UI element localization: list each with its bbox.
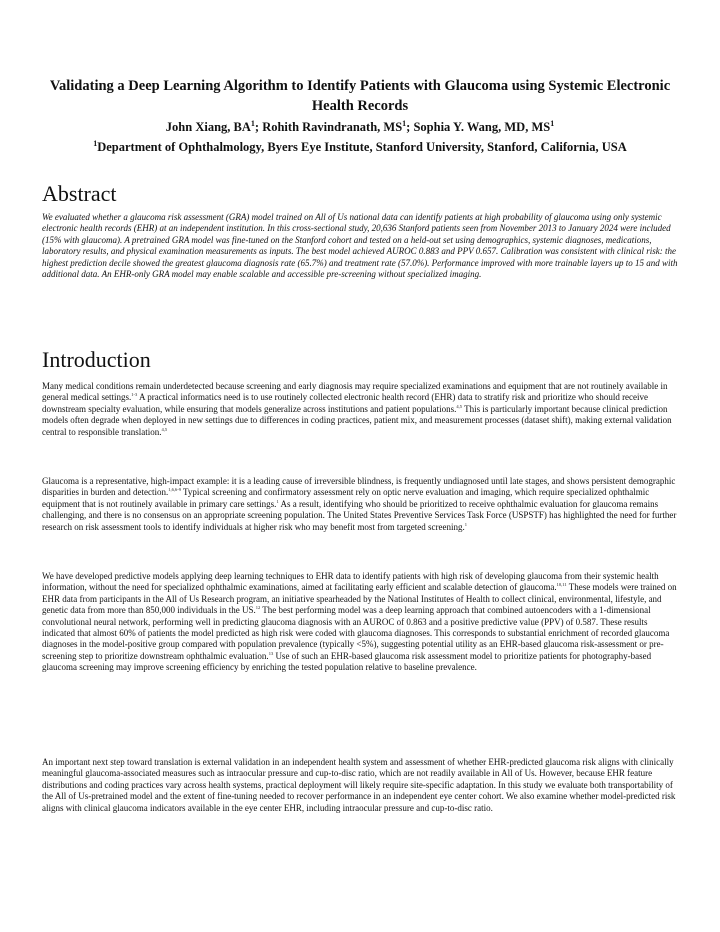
paragraph-text: This is particularly important because clinical prediction models often degrade when deployed in new settings due to differences in coding practices, patient mix, and measurement processes (dataset shift), making external validation central to responsible translation. (42, 403, 672, 437)
affiliation-mark: 1 (250, 118, 255, 128)
author-separator: ; (406, 120, 414, 134)
affiliation-mark: 1 (93, 138, 98, 148)
paragraph-text: An important next step toward translation is external validation in an independent health system and assessment of whether EHR-predicted glaucoma risk aligns with clinically meaningful glaucoma-associated measures such as intraocular pressure and cup-to-disc ratio, which are not readily available in All of Us. However, because EHR feature distributions and coding practices vary across health systems, practical deployment will likely require site-specific adaptation. In this study we evaluate both transportability of the All of Us-pretrained model and the extent of fine-tuning needed to recover performance in an independent eye center cohort. We also examine whether model-predicted risk aligns with clinical glaucoma indicators available in the eye center EHR, including intraocular pressure and cup-to-disc ratio. (42, 757, 676, 813)
paragraph-text: Typical screening and confirmatory assessment rely on optic nerve evaluation and imaging, which require specialized ophthalmic equipment that is not routinely available in primary care settings. (42, 487, 650, 509)
citation-mark: 1 (276, 498, 279, 504)
intro-paragraph (42, 476, 678, 533)
citation-mark: 4,5 (456, 403, 463, 409)
paragraph-text: Use of such an EHR-based glaucoma risk assessment model to prioritize patients for photography-based glaucoma screening may improve screening efficiency by enriching the tested population relative to baseline prevalence. (42, 650, 652, 673)
author-name: Sophia Y. Wang, MD, MS (413, 120, 551, 134)
paragraph-text: These models were trained on EHR data from participants in the All of Us Research program, an initiative spearheaded by the National Institutes of Health to collect clinical, environmental, lifestyle, and genetic data from more than 850,000 individuals in the US. (42, 582, 677, 616)
abstract-heading: Abstract (42, 181, 117, 206)
citation-mark: 1 (464, 521, 467, 527)
paragraph-text: As a result, identifying who should be prioritized to receive ophthalmic evaluation for glaucoma remains challenging, and there is no consensus on an appropriate screening population. The United States Preventive Services Task Force (USPSTF) has highlighted the need for further research on risk assessment tools to identify individuals at higher risk who may benefit most from targeted screening. (42, 498, 677, 532)
citation-mark: 12 (255, 605, 261, 611)
author-list (40, 119, 680, 135)
citation-mark: 4,5 (161, 426, 168, 432)
paper-title: Validating a Deep Learning Algorithm to Identify Patients with Glaucoma using Systemic Electronic Health Records (49, 78, 671, 114)
paragraph-text: We have developed predictive models applying deep learning techniques to EHR data to identify patients with high risk of developing glaucoma from their systemic health information, without the need for specialized ophthalmic examinations, aimed at facilitating early efficient and scalable detection of glaucoma. (42, 571, 659, 593)
author-name: John Xiang, BA (165, 120, 251, 134)
paragraph-text: Glaucoma is a representative, high-impact example: it is a leading cause of irreversible blindness, is frequently undiagnosed until late stages, and shows persistent demographic disparities in burden and detection. (42, 476, 676, 498)
affiliation-mark: 1 (550, 118, 555, 128)
author-name: Rohith Ravindranath, MS (262, 120, 403, 134)
introduction-heading: Introduction (42, 347, 151, 372)
citation-mark: 10,11 (556, 582, 567, 588)
citation-mark: 1-3 (131, 392, 138, 398)
paragraph-text: A practical informatics need is to use routinely collected electronic health record (EHR) data to stratify risk and prioritize who should receive downstream specialty evaluation, while ensuring that models generalize across institutions and patient populations. (42, 392, 649, 414)
citation-mark: 1,6,6-9 (168, 487, 181, 493)
intro-paragraph (42, 571, 678, 674)
affiliation (30, 139, 690, 155)
affiliation-mark: 1 (402, 118, 407, 128)
citation-mark: 13 (268, 650, 274, 656)
paragraph-text: Many medical conditions remain underdetected because screening and early diagnosis may require specialized examinations and equipment that are not routinely available in general medical settings. (42, 381, 668, 403)
author-separator: ; (254, 120, 263, 134)
intro-paragraph (42, 381, 678, 438)
intro-paragraph (42, 757, 678, 814)
abstract-text: We evaluated whether a glaucoma risk assessment (GRA) model trained on All of Us national data can identify patients at high probability of glaucoma using only systemic electronic health records (EHR) at an independent institution. In this cross-sectional study, 20,636 Stanford patients seen from November 2013 to January 2024 were included (15% with glaucoma). A pretrained GRA model was fine-tuned on the Stanford cohort and tested on a held-out set using demographics, systemic diagnoses, medications, laboratory results, and physical examination measurements as inputs. The best model achieved AUROC 0.883 and PPV 0.657. Calibration was consistent with clinical risk: the highest prediction decile showed the greatest glaucoma diagnosis rate (65.7%) and treatment rate (57.0%). Performance improved with more trainable layers up to 15 and with additional data. An EHR-only GRA model may enable scalable and accessible pre-screening without specialized imaging. (42, 212, 678, 280)
affiliation-text: Department of Ophthalmology, Byers Eye Institute, Stanford University, Stanford, California, USA (97, 140, 627, 154)
paragraph-text: The best performing model was a deep learning approach that combined autoencoders with a 1-dimensional convolutional neural network, performing well in predicting glaucoma diagnosis with an AUROC of 0.863 and a positive predictive value (PPV) of 0.587. These results indicated that almost 60% of patients the model predicted as high risk were coded with glaucoma diagnoses. This corresponds to substantial enrichment of recorded glaucoma diagnoses in the model-positive group compared with population prevalence (typically <5%), suggesting potential utility as an EHR-based glaucoma risk-assessment or pre-screening step to prioritize downstream ophthalmic evaluation. (42, 605, 670, 661)
